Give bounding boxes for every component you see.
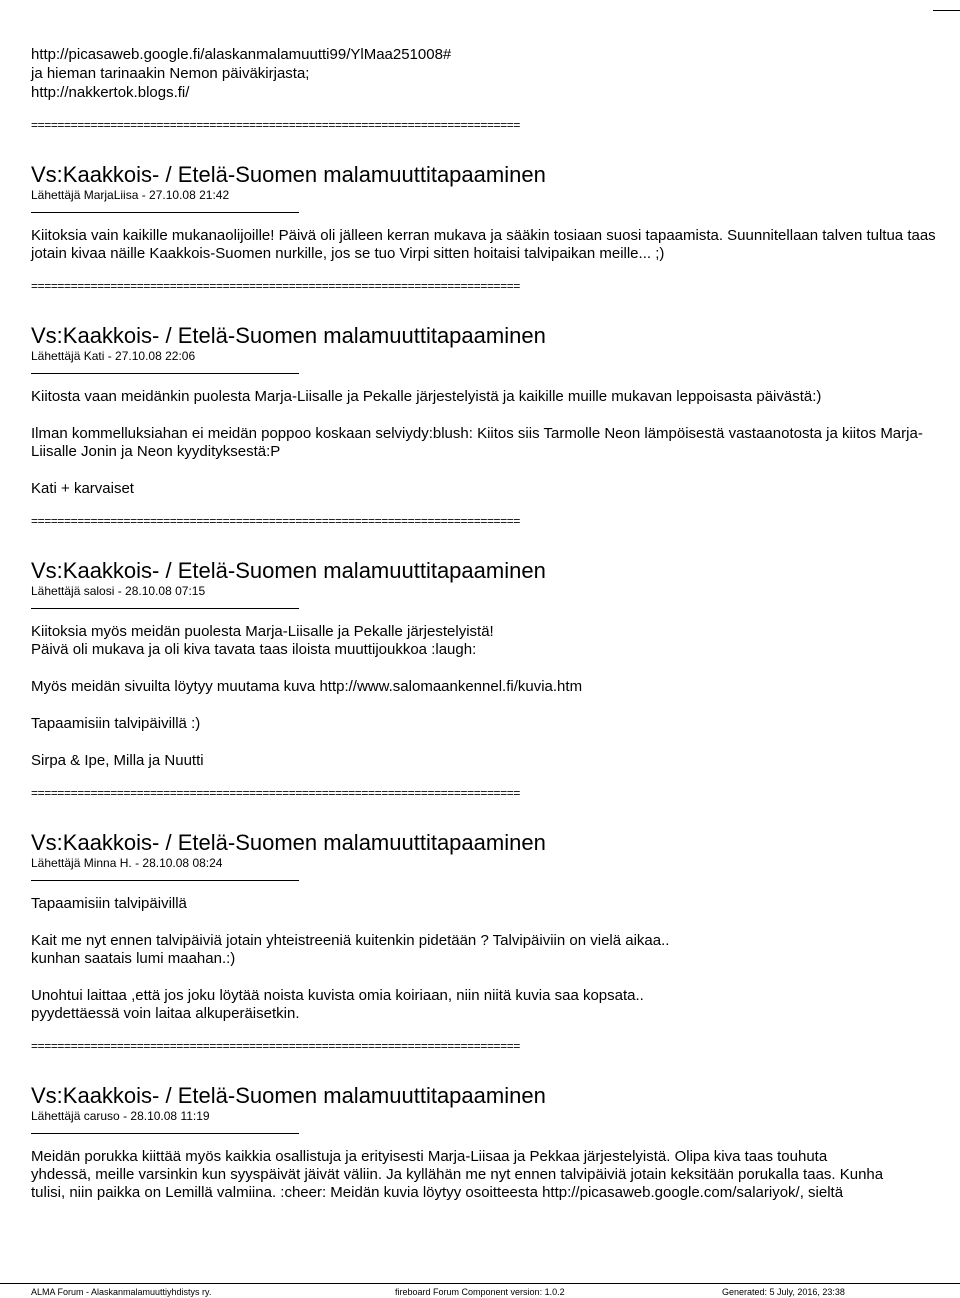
post-title: Vs:Kaakkois- / Etelä-Suomen malamuuttitapaaminen: [31, 830, 546, 855]
separator: ==========================================================================: [31, 118, 520, 132]
post-body: [31, 895, 960, 1023]
post-paragraph: Kait me nyt ennen talvipäiviä jotain yhteistreeniä kuitenkin pidetään ? Talvipäiviin on vielä aikaa.. kunhan saatais lumi maahan.:): [31, 932, 670, 967]
post-divider: [31, 212, 299, 213]
post-meta: Lähettäjä Kati - 27.10.08 22:06: [31, 349, 196, 363]
post-body: [31, 227, 960, 263]
post-meta: Lähettäjä Minna H. - 28.10.08 08:24: [31, 856, 223, 870]
post-paragraph: Tapaamisiin talvipäivillä: [31, 895, 187, 912]
post-paragraph: Myös meidän sivuilta löytyy muutama kuva http://www.salomaankennel.fi/kuvia.htm: [31, 678, 583, 695]
post-title: Vs:Kaakkois- / Etelä-Suomen malamuuttitapaaminen: [31, 162, 546, 187]
post: [31, 830, 960, 1023]
post-title: Vs:Kaakkois- / Etelä-Suomen malamuuttitapaaminen: [31, 323, 546, 348]
post: [31, 323, 960, 498]
post: [31, 162, 960, 263]
post-meta: Lähettäjä caruso - 28.10.08 11:19: [31, 1109, 210, 1123]
footer-generated-date: Generated: 5 July, 2016, 23:38: [722, 1287, 845, 1297]
separator: ==========================================================================: [31, 1039, 520, 1053]
separator: ==========================================================================: [31, 279, 520, 293]
post-signature: Kati + karvaiset: [31, 480, 134, 497]
post: [31, 1083, 960, 1202]
page-footer: [0, 1283, 960, 1298]
post-meta: Lähettäjä MarjaLiisa - 27.10.08 21:42: [31, 188, 230, 202]
post-body: [31, 388, 960, 498]
post-divider: [31, 880, 299, 881]
post-paragraph: Kiitoksia myös meidän puolesta Marja-Liisalle ja Pekalle järjestelyistä! Päivä oli mukava ja oli kiva tavata taas iloista muuttijoukkoa :laugh:: [31, 623, 494, 658]
post-title: Vs:Kaakkois- / Etelä-Suomen malamuuttitapaaminen: [31, 558, 546, 583]
post: [31, 558, 960, 770]
post-paragraph: Kiitosta vaan meidänkin puolesta Marja-Liisalle ja Pekalle järjestelyistä ja kaikille muille mukavan leppoisasta päivästä:): [31, 388, 822, 405]
top-corner-rule: [933, 10, 960, 11]
intro-text: ja hieman tarinaakin Nemon päiväkirjasta;: [31, 65, 310, 82]
footer-site-name: ALMA Forum - Alaskanmalamuuttiyhdistys ry.: [31, 1287, 212, 1297]
post-meta: Lähettäjä salosi - 28.10.08 07:15: [31, 584, 206, 598]
post-body: [31, 623, 960, 770]
post-signature: Sirpa & Ipe, Milla ja Nuutti: [31, 752, 204, 769]
intro-link-blog[interactable]: http://nakkertok.blogs.fi/: [31, 84, 190, 101]
footer-component-version: fireboard Forum Component version: 1.0.2: [395, 1287, 565, 1297]
intro-links: [31, 45, 960, 102]
post-paragraph: Ilman kommelluksiahan ei meidän poppoo koskaan selviydy:blush: Kiitos siis Tarmolle Neon lämpöisestä vastaanotosta ja kiitos Marja-Liisalle Jonin ja Neon kyydityksestä:P: [31, 425, 923, 460]
post-divider: [31, 1133, 299, 1134]
separator: ==========================================================================: [31, 786, 520, 800]
post-body: [31, 1148, 960, 1202]
post-paragraph: Unohtui laittaa ,että jos joku löytää noista kuvista omia koiriaan, niin niitä kuvia saa kopsata.. pyydettäessä voin laitaa alkuperäisetkin.: [31, 987, 644, 1022]
post-paragraph: Tapaamisiin talvipäivillä :): [31, 715, 201, 732]
post-paragraph: Meidän porukka kiittää myös kaikkia osallistuja ja erityisesti Marja-Liisaa ja Pekkaa järjestelyistä. Olipa kiva taas touhuta yhdessä, meille varsinkin kun syyspäivät jäivät väliin. Ja kyllähän me nyt ennen talvipäiviä jotain keksitään porukalla taas. Kunha tulisi, niin paikka on Lemillä valmiina. :cheer: Meidän kuvia löytyy osoitteesta http://picasaweb.google.com/salariyok/, sieltä: [31, 1148, 884, 1201]
post-paragraph: Kiitoksia vain kaikille mukanaolijoille! Päivä oli jälleen kerran mukava ja sääkin tosiaan suosi tapaamista. Suunnitellaan talven tultua taas jotain kivaa näille Kaakkois-Suomen nurkille, jos se tuo Virpi sitten hoitaisi talvipaikan meille... ;): [31, 227, 936, 262]
intro-link-picasa[interactable]: http://picasaweb.google.fi/alaskanmalamuutti99/YlMaa251008#: [31, 46, 452, 63]
post-divider: [31, 608, 299, 609]
post-divider: [31, 373, 299, 374]
forum-thread: [31, 45, 960, 1202]
separator: ==========================================================================: [31, 514, 520, 528]
post-title: Vs:Kaakkois- / Etelä-Suomen malamuuttitapaaminen: [31, 1083, 546, 1108]
